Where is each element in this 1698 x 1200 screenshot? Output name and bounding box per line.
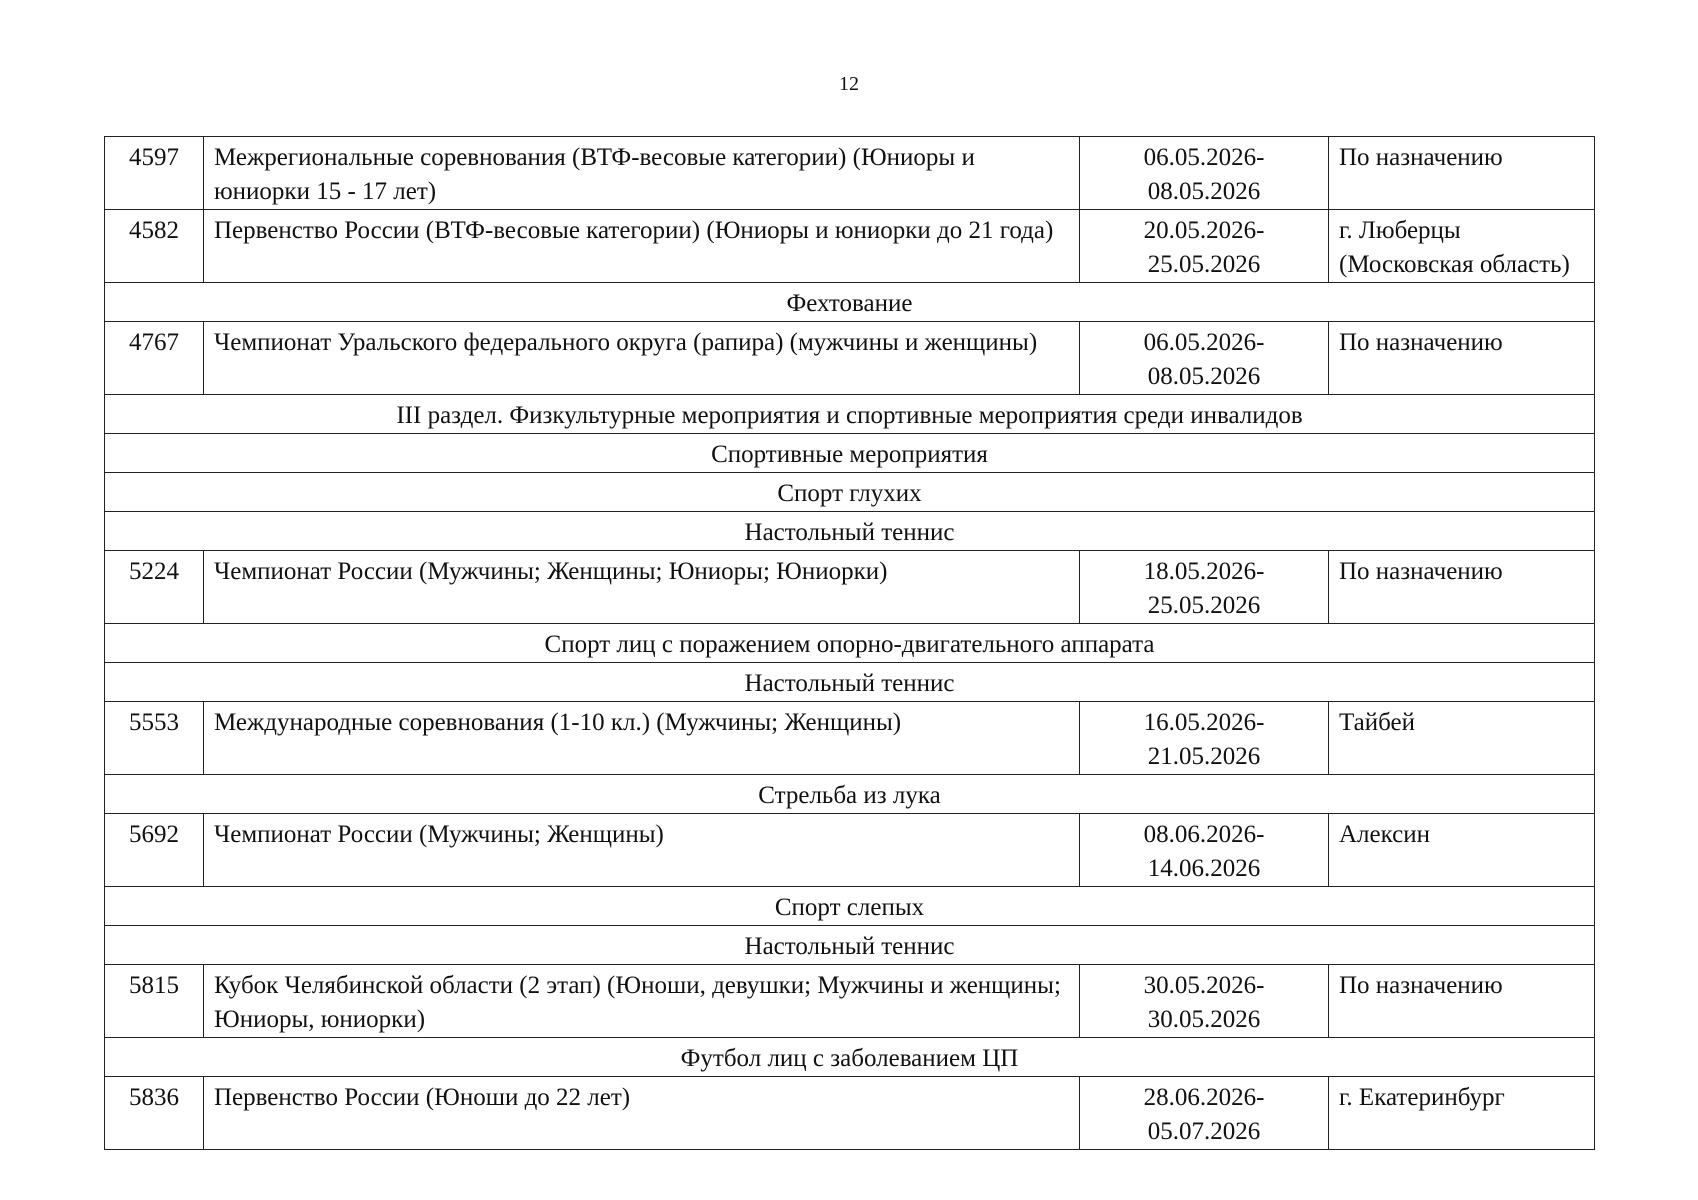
event-row bbox=[105, 551, 1595, 624]
section-heading-row bbox=[105, 283, 1595, 322]
event-date-end: 30.05.2026 bbox=[1147, 1006, 1261, 1033]
section-heading: Футбол лиц с заболеванием ЦП bbox=[105, 1038, 1595, 1077]
section-heading-row bbox=[105, 473, 1595, 512]
event-date-end: 05.07.2026 bbox=[1147, 1118, 1261, 1145]
section-heading: Стрельба из лука bbox=[105, 775, 1595, 814]
event-dates bbox=[1080, 1077, 1329, 1150]
section-heading: Настольный теннис bbox=[105, 926, 1595, 965]
event-place: г. Люберцы (Московская область) bbox=[1329, 210, 1595, 283]
event-dates bbox=[1080, 551, 1329, 624]
event-date-end: 08.05.2026 bbox=[1147, 363, 1261, 390]
event-date-end: 08.05.2026 bbox=[1147, 178, 1261, 205]
page-number: 12 bbox=[839, 73, 859, 95]
section-heading: Настольный теннис bbox=[105, 663, 1595, 702]
event-dates bbox=[1080, 210, 1329, 283]
section-heading-row bbox=[105, 926, 1595, 965]
event-id: 5692 bbox=[105, 814, 204, 887]
event-id: 4767 bbox=[105, 322, 204, 395]
event-place: Алексин bbox=[1329, 814, 1595, 887]
event-dates bbox=[1080, 702, 1329, 775]
event-id: 5224 bbox=[105, 551, 204, 624]
section-heading-row bbox=[105, 624, 1595, 663]
event-id: 4597 bbox=[105, 137, 204, 210]
event-name: Первенство России (ВТФ-весовые категории) (Юниоры и юниорки до 21 года) bbox=[204, 210, 1080, 283]
section-heading: Спортивные мероприятия bbox=[105, 434, 1595, 473]
event-name: Первенство России (Юноши до 22 лет) bbox=[204, 1077, 1080, 1150]
event-date-end: 25.05.2026 bbox=[1147, 251, 1261, 278]
event-name: Кубок Челябинской области (2 этап) (Юноши, девушки; Мужчины и женщины; Юниоры, юниорки) bbox=[204, 965, 1080, 1038]
event-place: г. Екатеринбург bbox=[1329, 1077, 1595, 1150]
event-place: Тайбей bbox=[1329, 702, 1595, 775]
section-heading: Спорт слепых bbox=[105, 887, 1595, 926]
event-dates bbox=[1080, 965, 1329, 1038]
event-date-start: 30.05.2026- bbox=[1143, 972, 1265, 999]
event-date-end: 14.06.2026 bbox=[1147, 855, 1261, 882]
event-row bbox=[105, 814, 1595, 887]
event-place: По назначению bbox=[1329, 551, 1595, 624]
event-place: По назначению bbox=[1329, 322, 1595, 395]
section-heading-row bbox=[105, 1038, 1595, 1077]
section-heading-row bbox=[105, 434, 1595, 473]
event-id: 5836 bbox=[105, 1077, 204, 1150]
event-date-end: 21.05.2026 bbox=[1147, 743, 1261, 770]
event-date-start: 16.05.2026- bbox=[1143, 709, 1265, 736]
event-dates bbox=[1080, 814, 1329, 887]
events-table-body bbox=[105, 137, 1595, 1150]
section-heading-row bbox=[105, 663, 1595, 702]
event-date-start: 08.06.2026- bbox=[1143, 821, 1265, 848]
section-heading-row bbox=[105, 887, 1595, 926]
event-row bbox=[105, 137, 1595, 210]
section-heading: Фехтование bbox=[105, 283, 1595, 322]
event-date-start: 06.05.2026- bbox=[1143, 329, 1265, 356]
section-heading-row bbox=[105, 395, 1595, 434]
section-heading: Спорт лиц с поражением опорно-двигательного аппарата bbox=[105, 624, 1595, 663]
event-id: 4582 bbox=[105, 210, 204, 283]
event-dates bbox=[1080, 322, 1329, 395]
section-heading: Настольный теннис bbox=[105, 512, 1595, 551]
event-row bbox=[105, 965, 1595, 1038]
event-name: Международные соревнования (1-10 кл.) (Мужчины; Женщины) bbox=[204, 702, 1080, 775]
section-heading: Спорт глухих bbox=[105, 473, 1595, 512]
event-row bbox=[105, 210, 1595, 283]
event-id: 5553 bbox=[105, 702, 204, 775]
event-name: Чемпионат Уральского федерального округа (рапира) (мужчины и женщины) bbox=[204, 322, 1080, 395]
event-dates bbox=[1080, 137, 1329, 210]
event-place: По назначению bbox=[1329, 965, 1595, 1038]
event-name: Чемпионат России (Мужчины; Женщины) bbox=[204, 814, 1080, 887]
event-date-start: 18.05.2026- bbox=[1143, 558, 1265, 585]
event-date-end: 25.05.2026 bbox=[1147, 592, 1261, 619]
event-name: Межрегиональные соревнования (ВТФ-весовые категории) (Юниоры и юниорки 15 - 17 лет) bbox=[204, 137, 1080, 210]
events-table bbox=[104, 136, 1595, 1150]
event-date-start: 20.05.2026- bbox=[1143, 217, 1265, 244]
event-place: По назначению bbox=[1329, 137, 1595, 210]
event-date-start: 28.06.2026- bbox=[1143, 1084, 1265, 1111]
event-date-start: 06.05.2026- bbox=[1143, 144, 1265, 171]
section-heading: III раздел. Физкультурные мероприятия и спортивные мероприятия среди инвалидов bbox=[105, 395, 1595, 434]
event-row bbox=[105, 322, 1595, 395]
section-heading-row bbox=[105, 775, 1595, 814]
event-id: 5815 bbox=[105, 965, 204, 1038]
section-heading-row bbox=[105, 512, 1595, 551]
event-row bbox=[105, 1077, 1595, 1150]
event-name: Чемпионат России (Мужчины; Женщины; Юниоры; Юниорки) bbox=[204, 551, 1080, 624]
event-row bbox=[105, 702, 1595, 775]
